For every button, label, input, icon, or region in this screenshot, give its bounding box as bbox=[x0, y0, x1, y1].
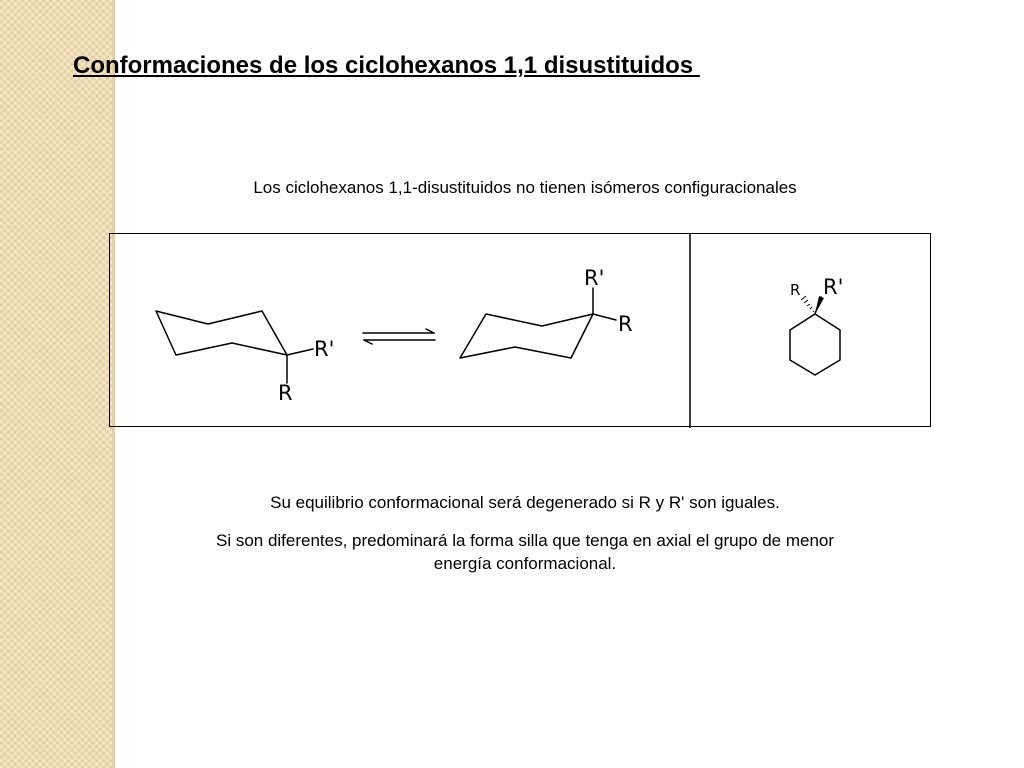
left-chair-ring bbox=[156, 311, 287, 355]
flat-ring-hashed-label: R bbox=[790, 281, 801, 299]
slide-title: Conformaciones de los ciclohexanos 1,1 disustituidos bbox=[73, 52, 700, 79]
predominant-conformer-note-line1: Si son diferentes, predominará la forma silla que tenga en axial el grupo de menor bbox=[215, 531, 835, 550]
right-chair-equatorial-bond bbox=[593, 314, 616, 320]
degenerate-equilibrium-note: Su equilibrio conformacional será degenerado si R y R' son iguales. bbox=[270, 493, 780, 512]
predominant-conformer-note-line2: energía conformacional. bbox=[433, 554, 617, 573]
left-chair-axial-label: R bbox=[278, 381, 293, 405]
equilibrium-arrows-icon bbox=[363, 329, 435, 344]
hashed-bond bbox=[801, 296, 814, 312]
flat-ring-wedge-label: R' bbox=[823, 275, 844, 299]
predominant-conformer-note bbox=[0, 529, 1024, 575]
structures-drawing bbox=[110, 234, 932, 428]
left-chair-equatorial-bond bbox=[287, 349, 313, 355]
decorative-side-strip bbox=[0, 0, 112, 768]
right-chair-equatorial-label: R bbox=[618, 312, 633, 336]
slide-subtitle: Los ciclohexanos 1,1-disustituidos no tienen isómeros configuracionales bbox=[253, 178, 797, 197]
right-chair-ring bbox=[460, 314, 593, 358]
right-chair-axial-label: R' bbox=[584, 266, 605, 290]
left-chair-equatorial-label: R' bbox=[314, 337, 335, 361]
chemical-structures-figure bbox=[109, 233, 931, 427]
flat-cyclohexane-ring bbox=[790, 314, 840, 375]
